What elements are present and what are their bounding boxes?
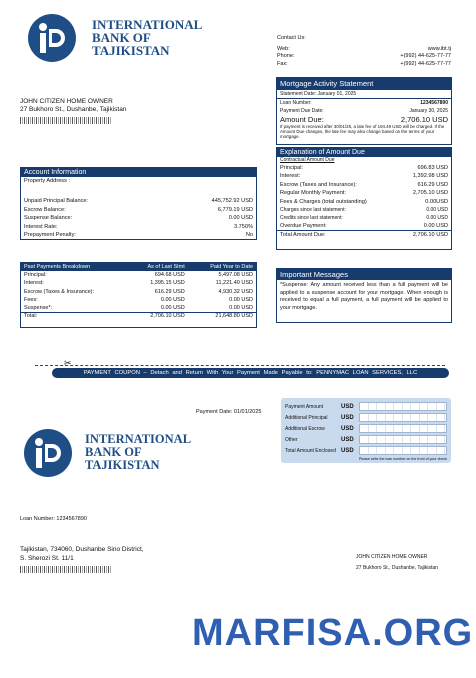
amount-input[interactable] — [359, 413, 447, 422]
past-payments-header: Past Payments Breakdown — [24, 264, 91, 271]
past-payments-row: Principal: 694.68 USD 5,497.08 USD — [24, 272, 253, 279]
total-amount-due: Total Amount Due: 2,706.10 USD — [277, 230, 451, 239]
explanation-row: Overdue Payment: 0.00 USD — [280, 223, 448, 230]
explanation-row: Regular Monthly Payment: 2,705.10 USD — [280, 190, 448, 197]
bank-logo-bottom — [23, 428, 73, 478]
loan-number-label: Loan Number: — [280, 100, 312, 106]
amount-input[interactable] — [359, 402, 447, 411]
payment-form — [281, 398, 451, 463]
explanation-row: Escrow (Taxes and Insurance): 616.29 USD — [280, 181, 448, 188]
bank-logo-icon — [27, 13, 77, 63]
web-value[interactable]: www.ibt.tj — [427, 45, 451, 52]
customer-name: JOHN CITIZEN HOME OWNER — [20, 98, 113, 105]
past-payments-row: Interest: 1,395.15 USD 11,221.40 USD — [24, 280, 253, 287]
coupon-loan-number: Loan Number: 1234567890 — [20, 516, 87, 522]
return-address-line1: Tajikistan, 734060, Dushanbe Sino District, — [20, 546, 144, 553]
explanation-row: Principal: 696.83 USD — [280, 165, 448, 171]
due-date-label: Payment Due Date: — [280, 108, 324, 114]
explanation-box — [276, 147, 452, 250]
account-info-title: Account Information — [21, 168, 256, 177]
past-payments-row: Escrow (Taxes & Insurance): 616.29 USD 4,930.32 USD — [24, 288, 253, 295]
account-row: Escrow Balance: 6,779.19 USD — [24, 206, 253, 213]
important-messages-box — [276, 268, 452, 323]
past-payments-row: Suspense*: 0.00 USD 0.00 USD — [24, 304, 253, 311]
marfisa-watermark: MARFISA.ORG — [192, 612, 474, 654]
return-address-line2: S. Sherozi St. 11/1 — [20, 555, 74, 562]
payment-form-row: Additional Principal USD — [285, 412, 447, 423]
phone-label: Phone: — [277, 53, 295, 60]
remitter-name: JOHN CITIZEN HOME OWNER — [356, 554, 428, 560]
past-payments-header: Paid Year to Date — [210, 264, 253, 271]
return-address — [20, 545, 144, 573]
account-row: Interest Rate: 3.750% — [24, 223, 253, 230]
web-label: Web: — [277, 45, 290, 52]
contractual-subtitle: Contractual Amount Due — [280, 157, 335, 163]
remitter-address — [356, 552, 438, 574]
payment-form-row: Additional Escrow USD — [285, 423, 447, 434]
account-row: Prepayment Penalty: No — [24, 232, 253, 239]
scissors-icon: ✂ — [64, 358, 72, 368]
explanation-title: Explanation of Amount Due — [277, 148, 451, 157]
important-text: *Suspense: Any amount received less than a full payment will be applied to a suspense account for your mortgage. When enough is received to equal a full payment, a full payment will be applied to your mortgage. — [280, 282, 448, 311]
phone-value: +(992) 44-625-77-77 — [400, 53, 451, 60]
payment-form-row: Payment Amount USD — [285, 401, 447, 412]
explanation-row: Credits since last statement: 0.00 USD — [280, 215, 448, 222]
payment-date: Payment Date: 01/01/2025 — [196, 409, 262, 415]
cut-line — [35, 365, 445, 366]
customer-address — [20, 98, 126, 124]
customer-street: 27 Bukhoro St., Dushanbe, Tajikistan — [20, 106, 127, 113]
amount-due-label: Amount Due: — [280, 115, 324, 124]
bank-name-bottom-line1: INTERNATIONAL — [85, 432, 192, 446]
loan-number-value: 1234567890 — [420, 100, 448, 106]
amount-input[interactable] — [359, 424, 447, 433]
payment-form-row: Total Amount Enclosed USD — [285, 445, 447, 456]
past-payments-table — [21, 263, 256, 320]
coupon-banner: PAYMENT COUPON – Detach and Return With Your Payment Made Payable to: PENNYMAC LOAN SERVICES, LLC — [52, 368, 449, 378]
explanation-row: Interest: 1,392.98 USD — [280, 173, 448, 180]
bank-name-line1: INTERNATIONAL — [92, 17, 203, 32]
bank-name-line3: TAJIKISTAN — [92, 43, 170, 58]
payment-form-row: Other USD — [285, 434, 447, 445]
explanation-row: Charges since last statement: 0.00 USD — [280, 207, 448, 214]
statement-title: Mortgage Activity Statement — [277, 78, 451, 89]
past-payments-header: As of Last Stmt — [147, 264, 185, 271]
contact-block — [277, 35, 451, 68]
fax-value: +(992) 44-625-77-77 — [400, 60, 451, 67]
amount-due-value: 2,706.10 USD — [400, 115, 448, 124]
fax-label: Fax: — [277, 60, 288, 67]
statement-box — [276, 77, 452, 145]
amount-input[interactable] — [359, 435, 447, 444]
bank-logo — [27, 13, 77, 63]
postal-barcode — [20, 117, 112, 124]
explanation-row: Fees & Charges (total outstanding) 0.00USD — [280, 198, 448, 205]
account-row: Suspense Balance: 0.00 USD — [24, 215, 253, 222]
return-barcode — [20, 566, 112, 573]
important-title: Important Messages — [277, 269, 451, 280]
bank-name-bottom-line3: TAJIKISTAN — [85, 458, 160, 472]
due-date-value: January 30, 2025 — [409, 108, 448, 114]
past-payments-row: Fees: 0.00 USD 0.00 USD — [24, 296, 253, 303]
bank-name-line2: BANK OF — [92, 30, 151, 45]
bank-logo-bottom-icon — [23, 428, 73, 478]
past-payments-box — [20, 262, 257, 328]
form-note: Please write the loan number on the front of your check — [358, 457, 447, 461]
late-fee-note: If payment is received after 30/01/25, a late fee of 194.49 USD will be charged. If the Amount Due changes, the late fee may also change based on the terms of your mortgage. — [280, 124, 445, 139]
property-address-label: Property Address : — [24, 178, 71, 184]
account-row: Unpaid Principal Balance: 445,752.92 USD — [24, 198, 253, 205]
account-info-box — [20, 167, 257, 240]
contact-title: Contact Us: — [277, 35, 306, 41]
past-payments-row: Total: 2,706.10 USD 21,648.80 USD — [21, 312, 256, 320]
bank-name-bottom-line2: BANK OF — [85, 445, 142, 459]
statement-date: Statement Date: January 01, 2025 — [277, 89, 451, 98]
amount-input[interactable] — [359, 446, 447, 455]
remitter-street: 27 Bukhoro St., Dushanbe, Tajikistan — [356, 565, 438, 571]
